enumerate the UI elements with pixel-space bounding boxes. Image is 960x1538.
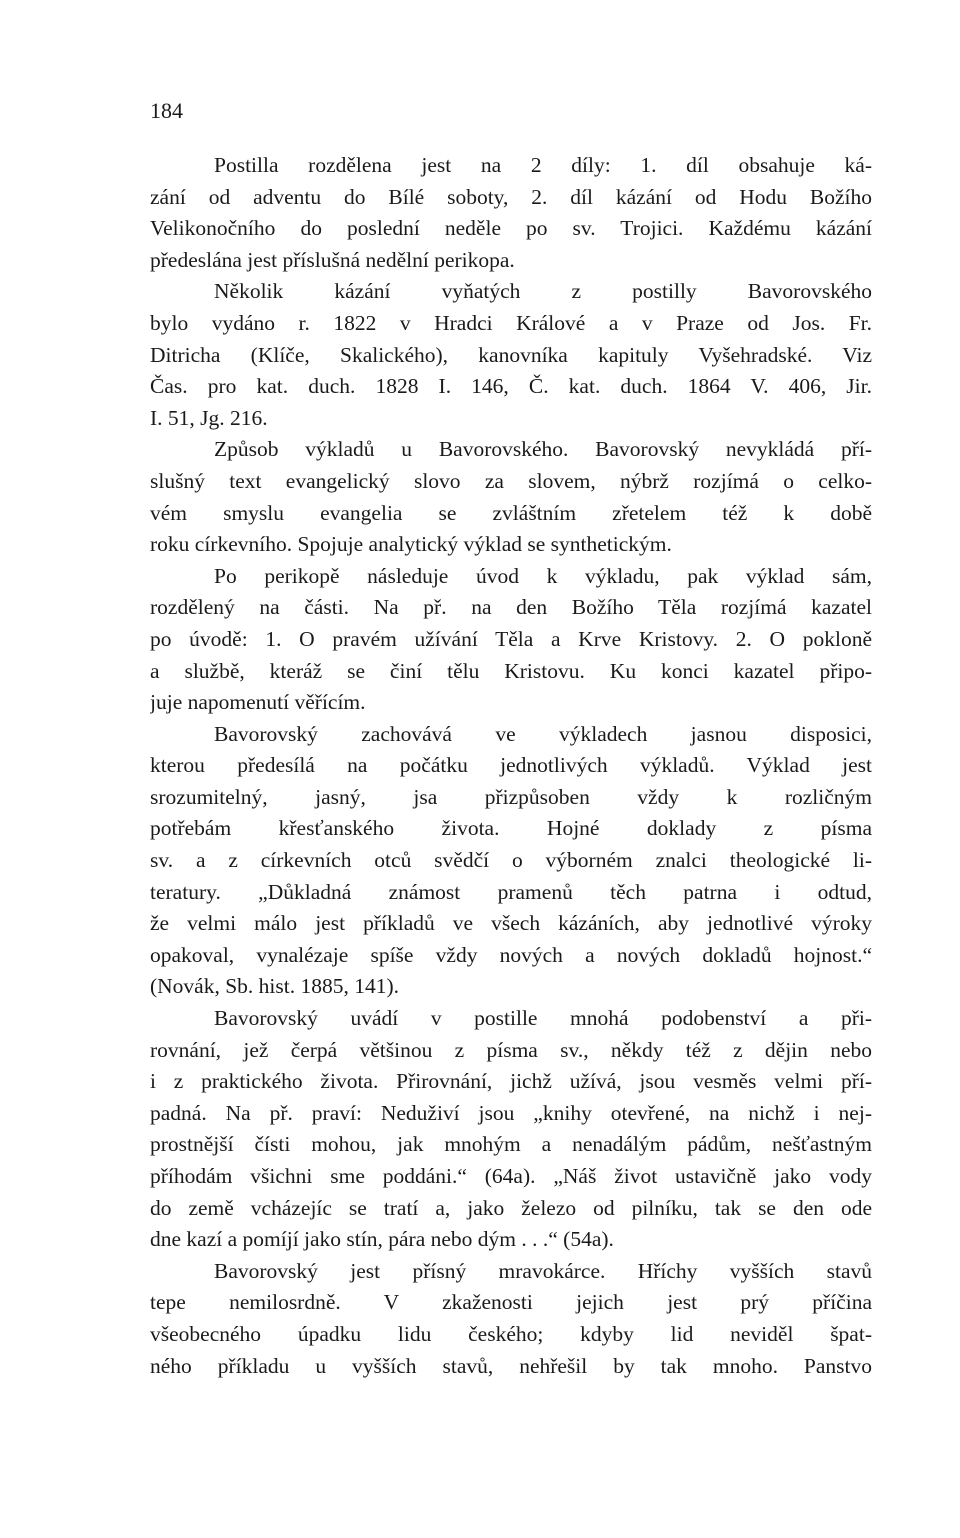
text-line: i z praktického života. Přirovnání, jichž užívá, jsou vesměs velmi pří- bbox=[150, 1069, 872, 1094]
text-line: že velmi málo jest příkladů ve všech kázáních, aby jednotlivé výroky bbox=[150, 911, 872, 936]
text-line: teratury. „Důkladná známost pramenů těch patrna i odtud, bbox=[150, 879, 872, 904]
text-line: předeslána jest příslušná nedělní perikopa. bbox=[150, 247, 515, 272]
text-line: Čas. pro kat. duch. 1828 I. 146, Č. kat. duch. 1864 V. 406, Jir. bbox=[150, 374, 872, 399]
text-line: ného příkladu u vyšších stavů, nehřešil by tak mnoho. Panstvo bbox=[150, 1353, 872, 1378]
text-line: kterou předesílá na počátku jednotlivých výkladů. Výklad jest bbox=[150, 753, 872, 778]
text-line: po úvodě: 1. O pravém užívání Těla a Krve Kristovy. 2. O pokloně bbox=[150, 626, 872, 651]
text-line: (Novák, Sb. hist. 1885, 141). bbox=[150, 974, 400, 999]
text-line: příhodám všichni sme poddáni.“ (64a). „Náš život ustavičně jako vody bbox=[150, 1164, 872, 1188]
text-line: I. 51, Jg. 216. bbox=[150, 405, 268, 430]
text-line: bylo vydáno r. 1822 v Hradci Králové a v Praze od Jos. Fr. bbox=[150, 310, 872, 335]
body-text bbox=[150, 150, 872, 1382]
text-line: Po perikopě následuje úvod k výkladu, pak výklad sám, bbox=[214, 563, 872, 588]
text-line: padná. Na př. praví: Neduživí jsou „knihy otevřené, na nichž i nej- bbox=[150, 1100, 872, 1125]
text-line: Způsob výkladů u Bavorovského. Bavorovský nevykládá pří- bbox=[214, 437, 872, 462]
text-line: sv. a z církevních otců svědčí o výborném znalci theologické li- bbox=[150, 848, 872, 873]
text-line: prostnější čísti mohou, jak mnohým a nenadálým pádům, nešťastným bbox=[150, 1132, 872, 1157]
text-line: Bavorovský jest přísný mravokárce. Hříchy vyšších stavů bbox=[214, 1258, 872, 1283]
text-line: všeobecného úpadku lidu českého; kdyby lid neviděl špat- bbox=[150, 1321, 872, 1346]
text-line: Bavorovský uvádí v postille mnohá podobenství a při- bbox=[214, 1006, 872, 1031]
text-line: Bavorovský zachovává ve výkladech jasnou disposici, bbox=[214, 721, 872, 746]
text-line: potřebám křesťanského života. Hojné doklady z písma bbox=[150, 816, 872, 841]
text-line: rovnání, jež čerpá většinou z písma sv., někdy též z dějin nebo bbox=[150, 1037, 872, 1062]
text-line: Několik kázání vyňatých z postilly Bavorovského bbox=[214, 279, 872, 304]
text-line: vém smyslu evangelia se zvláštním zřetelem též k době bbox=[150, 500, 872, 525]
text-line: Postilla rozdělena jest na 2 díly: 1. díl obsahuje ká- bbox=[214, 153, 872, 177]
text-line: Velikonočního do poslední neděle po sv. Trojici. Každému kázání bbox=[150, 216, 872, 241]
text-line: rozdělený na části. Na př. na den Božího Těla rozjímá kazatel bbox=[150, 595, 872, 620]
text-line: zání od adventu do Bílé soboty, 2. díl kázání od Hodu Božího bbox=[150, 184, 872, 209]
text-line: opakoval, vynalézaje spíše vždy nových a nových dokladů hojnost.“ bbox=[150, 942, 872, 967]
text-line: roku církevního. Spojuje analytický výklad se synthetickým. bbox=[150, 532, 672, 557]
page-number: 184 bbox=[150, 98, 183, 123]
text-line: juje napomenutí věřícím. bbox=[150, 690, 366, 715]
text-line: a službě, kteráž se činí tělu Kristovu. Ku konci kazatel připo- bbox=[150, 658, 872, 683]
text-line: dne kazí a pomíjí jako stín, pára nebo dým . . .“ (54a). bbox=[150, 1227, 614, 1252]
text-line: Ditricha (Klíče, Skalického), kanovníka kapituly Vyšehradské. Viz bbox=[150, 342, 872, 367]
text-line: slušný text evangelický slovo za slovem, nýbrž rozjímá o celko- bbox=[150, 468, 872, 493]
text-line: srozumitelný, jasný, jsa přizpůsoben vždy k rozličným bbox=[150, 784, 872, 809]
text-line: tepe nemilosrdně. V zkaženosti jejich jest prý příčina bbox=[150, 1290, 872, 1315]
text-line: do země vcházejíc se tratí a, jako železo od pilníku, tak se den ode bbox=[150, 1195, 872, 1220]
